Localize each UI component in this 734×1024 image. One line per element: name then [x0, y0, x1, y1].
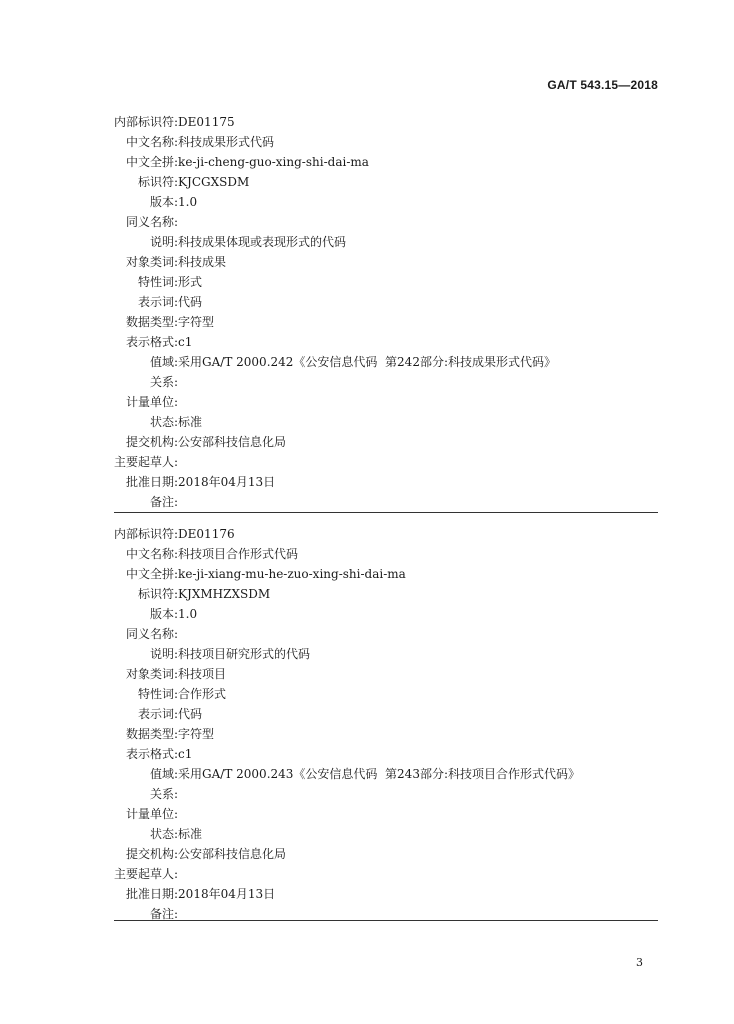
page-number: 3 — [636, 956, 643, 969]
value-domain-line: 值域:采用GA/T 2000.243《公安信息代码 第243部分:科技项目合作形式代码》 — [150, 767, 580, 781]
standard-code-header: GA/T 543.15—2018 — [547, 78, 658, 92]
notes-line: 备注: — [150, 495, 179, 509]
value-domain-line: 值域:采用GA/T 2000.242《公安信息代码 第242部分:科技成果形式代码》 — [150, 355, 556, 369]
notes-line: 备注: — [150, 907, 179, 921]
drafter-line: 主要起草人: — [114, 867, 179, 881]
synonyms-line: 同义名称: — [126, 215, 179, 229]
submitter-line: 提交机构:公安部科技信息化局 — [126, 435, 287, 449]
unit-line: 计量单位: — [126, 807, 179, 821]
format-line: 表示格式:c1 — [126, 747, 193, 761]
identifier-line: 标识符:KJCGXSDM — [138, 175, 250, 189]
version-line: 版本:1.0 — [150, 195, 198, 209]
property-line: 特性词:合作形式 — [138, 687, 227, 701]
pinyin-line: 中文全拼:ke-ji-xiang-mu-he-zuo-xing-shi-dai-ma — [126, 567, 406, 581]
representation-line: 表示词:代码 — [138, 295, 203, 309]
data-type-line: 数据类型:字符型 — [126, 727, 215, 741]
synonyms-line: 同义名称: — [126, 627, 179, 641]
relations-line: 关系: — [150, 787, 179, 801]
version-line: 版本:1.0 — [150, 607, 198, 621]
description-line: 说明:科技项目研究形式的代码 — [150, 647, 311, 661]
internal-id-line: 内部标识符:DE01175 — [114, 115, 235, 129]
data-type-line: 数据类型:字符型 — [126, 315, 215, 329]
internal-id-line: 内部标识符:DE01176 — [114, 527, 235, 541]
description-line: 说明:科技成果体现或表现形式的代码 — [150, 235, 347, 249]
chinese-name-line: 中文名称:科技项目合作形式代码 — [126, 547, 299, 561]
submitter-line: 提交机构:公安部科技信息化局 — [126, 847, 287, 861]
unit-line: 计量单位: — [126, 395, 179, 409]
approval-date-line: 批准日期:2018年04月13日 — [126, 475, 276, 489]
object-class-line: 对象类词:科技成果 — [126, 255, 227, 269]
property-line: 特性词:形式 — [138, 275, 203, 289]
format-line: 表示格式:c1 — [126, 335, 193, 349]
entry-divider — [114, 920, 658, 921]
object-class-line: 对象类词:科技项目 — [126, 667, 227, 681]
status-line: 状态:标准 — [150, 827, 203, 841]
entry-divider — [114, 512, 658, 513]
representation-line: 表示词:代码 — [138, 707, 203, 721]
approval-date-line: 批准日期:2018年04月13日 — [126, 887, 276, 901]
status-line: 状态:标准 — [150, 415, 203, 429]
pinyin-line: 中文全拼:ke-ji-cheng-guo-xing-shi-dai-ma — [126, 155, 369, 169]
identifier-line: 标识符:KJXMHZXSDM — [138, 587, 271, 601]
drafter-line: 主要起草人: — [114, 455, 179, 469]
relations-line: 关系: — [150, 375, 179, 389]
chinese-name-line: 中文名称:科技成果形式代码 — [126, 135, 275, 149]
